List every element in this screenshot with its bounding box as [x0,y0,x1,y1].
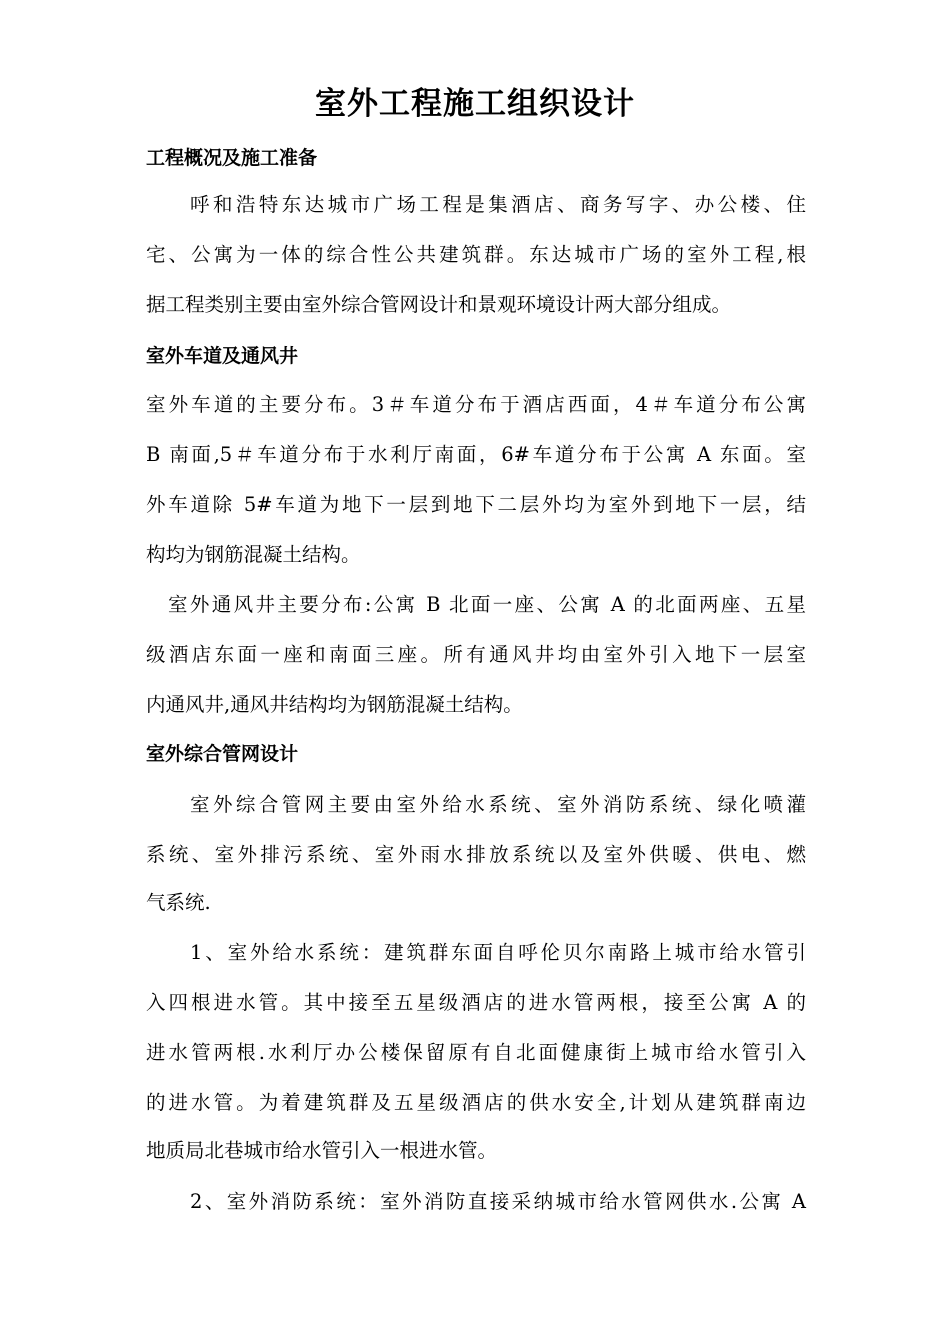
paragraph-line: 2、室外消防系统：室外消防直接采纳城市给水管网供水.公寓 A [190,1190,806,1213]
paragraph-line: 气系统. [146,891,211,914]
paragraph-line: B 南面,5＃车道分布于水利厅南面，6#车道分布于公寓 A 东面。室 [146,443,806,466]
section-heading-driveways: 室外车道及通风井 [146,345,299,367]
paragraph-line: 入四根进水管。其中接至五星级酒店的进水管两根，接至公寓 A 的 [146,991,806,1014]
paragraph-line: 呼和浩特东达城市广场工程是集酒店、商务写字、办公楼、住 [190,193,806,216]
paragraph-line: 构均为钢筋混凝土结构。 [146,543,361,566]
paragraph-line: 1、室外给水系统：建筑群东面自呼伦贝尔南路上城市给水管引 [190,941,806,964]
paragraph-line: 外车道除 5#车道为地下一层到地下二层外均为室外到地下一层，结 [146,493,806,516]
paragraph-line: 室外综合管网主要由室外给水系统、室外消防系统、绿化喷灌 [190,793,806,816]
paragraph-line: 系统、室外排污系统、室外雨水排放系统以及室外供暖、供电、燃 [146,843,806,866]
paragraph-line: 地质局北巷城市给水管引入一根进水管。 [146,1139,498,1162]
paragraph-line: 级酒店东面一座和南面三座。所有通风井均由室外引入地下一层室 [146,643,806,666]
paragraph-line: 室外车道的主要分布。3＃车道分布于酒店西面，4＃车道分布公寓 [146,393,806,416]
paragraph-line: 室外通风井主要分布:公寓 B 北面一座、公寓 A 的北面两座、五星 [168,593,806,616]
section-heading-pipe-network: 室外综合管网设计 [146,743,299,765]
paragraph-line: 据工程类别主要由室外综合管网设计和景观环境设计两大部分组成。 [146,293,732,316]
document-title: 室外工程施工组织设计 [315,86,635,122]
section-heading-overview: 工程概况及施工准备 [146,147,318,169]
paragraph-line: 内通风井,通风井结构均为钢筋混凝土结构。 [146,693,523,716]
paragraph-line: 的进水管。为着建筑群及五星级酒店的供水安全,计划从建筑群南边 [146,1091,806,1114]
paragraph-line: 进水管两根.水利厅办公楼保留原有自北面健康街上城市给水管引入 [146,1041,806,1064]
paragraph-line: 宅、公寓为一体的综合性公共建筑群。东达城市广场的室外工程,根 [146,243,806,266]
